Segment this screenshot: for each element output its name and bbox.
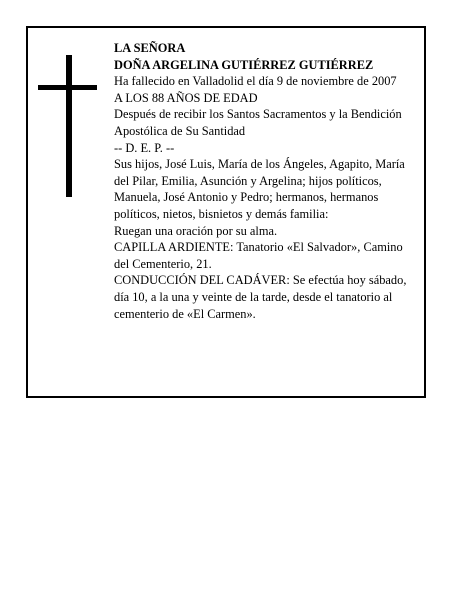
family-list: Sus hijos, José Luis, María de los Ángeles, Agapito, María del Pilar, Emilia, Asunción y Argelina; hijos políticos, Manuela, José Antonio y Pedro; hermanos, hermanos políticos, nietos, bisnietos y demás familia:: [114, 157, 405, 221]
funeral-label: CONDUCCIÓN DEL CADÁVER:: [114, 273, 290, 288]
sacraments-statement: Después de recibir los Santos Sacramentos y la Bendición Apostólica de Su Santidad: [114, 107, 402, 138]
obituary-notice: [26, 26, 426, 398]
prayer-request: Ruegan una oración por su alma.: [114, 223, 278, 238]
rip-line: -- D. E. P. --: [114, 140, 175, 155]
cross-vertical-bar: [66, 55, 72, 197]
funeral-details: Se efectúa hoy sábado, día 10, a la una y veinte de la tarde, desde el tanatorio al cementerio de «El Carmen».: [114, 273, 407, 321]
chapel-label: CAPILLA ARDIENTE:: [114, 240, 234, 255]
notice-title: LA SEÑORA: [114, 41, 186, 55]
cross-horizontal-bar: [38, 85, 97, 90]
chapel-location: Tanatorio «El Salvador», Camino del Cementerio, 21.: [114, 240, 403, 271]
age-statement: A LOS 88 AÑOS DE EDAD: [114, 90, 258, 105]
funeral-info: [114, 272, 410, 322]
death-statement: Ha fallecido en Valladolid el día 9 de noviembre de 2007: [114, 74, 397, 89]
notice-text: [114, 40, 410, 322]
deceased-name: DOÑA ARGELINA GUTIÉRREZ GUTIÉRREZ: [114, 57, 374, 72]
chapel-info: [114, 239, 410, 272]
